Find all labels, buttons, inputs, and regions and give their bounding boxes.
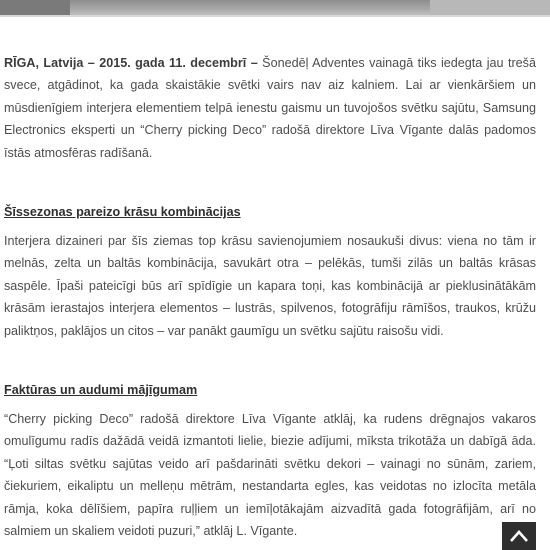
chevron-up-icon [509,529,529,543]
section-body-textures: “Cherry picking Deco” radošā direktore Līva Vīgante atklāj, ka rudens drēgnajos vakaros omulīgumu radīs dažādā veidā izmantoti lielie, biezie adījumi, mīksta trikotāža un dabīgā āda. “Ļoti siltas svētku sajūtas veido arī pašdarināti svētku dekori – vainagi no sūnām, zariem, čiekuriem, eikaliptu un melleņu mētrām, nestandarta egles, kas veidotas no izlocīta metāla rāmja, koka dēlīšiem, papīra ruļļiem un iemīļotākajām aizvadītā gada fotogrāfijām, arī no salmiem un skaliem veidoti puzuri,” atklāj L. Vīgante. [4,412,536,539]
dateline: RĪGA, Latvija – 2015. gada 11. decembrī – [4,56,258,70]
intro-text: Šonedēļ Adventes vainagā tiks iedegta jau trešā svece, atgādinot, ka gada skaistākie svētki vairs nav aiz kalniem. Lai ar vienkāršiem un mūsdienīgiem interjera elementiem telpā ienestu gaismu un tuvojošos svētku sajūtu, Samsung Electronics eksperti un “Cherry picking Deco” radošā direktore Līva Vīgante dalās padomos īstās atmosfēras radīšanā. [4,56,536,160]
section-heading-textures: Faktūras un audumi mājīgumam [4,383,198,398]
scroll-to-top-button[interactable] [502,522,536,550]
hero-image-edge [0,15,550,17]
section-body-colors: Interjera dizaineri par šīs ziemas top krāsu savienojumiem nosaukuši divus: viena no tām ir melnās, zelta un baltās kombinācija, savukārt otra – pelēkās, tumši zilās un baltās krāsas saspēle. Īpaši pateicīgi būs arī spīdīgie un kapara toņi, kas kombinācijā ar pieklusinātākām krāsām ierastajos interjera elementos – lustrās, spilvenos, fotogrāfiju rāmīšos, traukos, krūžu paliktņos, paklājos un citos – var panākt gaumīgu un svētku sajūtu raisošu vidi. [4,234,536,338]
hero-image [0,0,550,17]
article-body [4,52,536,543]
intro-paragraph [4,52,536,164]
section-heading-colors: Šīssezonas pareizo krāsu kombinācijas [4,205,241,220]
